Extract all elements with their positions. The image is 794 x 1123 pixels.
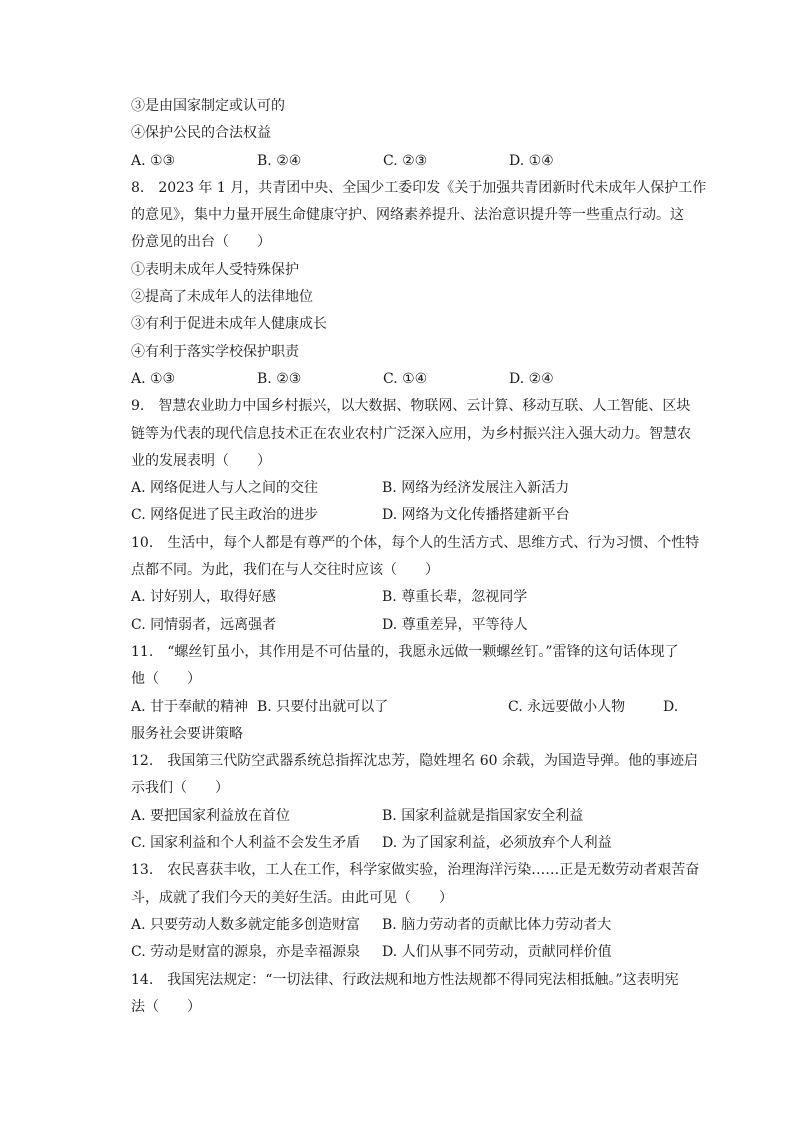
q7-option-d: D. ①④ xyxy=(509,152,554,169)
q11-option-a: A. 甘于奉献的精神 xyxy=(131,698,249,715)
q13-option-d: D. 人们从事不同劳动，贡献同样价值 xyxy=(382,944,612,961)
q8-stem-line-3: 份意见的出台（ ） xyxy=(131,234,271,251)
q8-option-b: B. ②③ xyxy=(257,370,302,387)
q12-option-b: B. 国家利益就是指国家安全利益 xyxy=(382,807,584,824)
q7-item-4: ④保护公民的合法权益 xyxy=(131,125,271,142)
q8-option-d: D. ②④ xyxy=(509,370,554,387)
q11-options xyxy=(131,694,691,721)
q9-options-row-1 xyxy=(131,475,691,502)
q10-option-a: A. 讨好别人，取得好感 xyxy=(131,589,277,606)
q11-option-b: B. 只要付出就可以了 xyxy=(257,698,389,715)
q11-option-d-text: 服务社会要讲策略 xyxy=(131,725,243,742)
q11-stem-line-2: 他（ ） xyxy=(131,671,201,688)
q14-stem-line-2: 法（ ） xyxy=(131,998,201,1015)
q12-option-a: A. 要把国家利益放在首位 xyxy=(131,807,291,824)
q8-option-a: A. ①③ xyxy=(131,370,176,387)
q11-option-c: C. 永远要做小人物 xyxy=(508,698,626,715)
q9-stem-line-3: 业的发展表明（ ） xyxy=(131,452,271,469)
q13-stem-line-1: 13. 农民喜获丰收，工人在工作，科学家做实验，治理海洋污染……正是无数劳动者艰苦奋 xyxy=(131,862,700,879)
q13-option-c: C. 劳动是财富的源泉，亦是幸福源泉 xyxy=(131,944,361,961)
q9-option-b: B. 网络为经济发展注入新活力 xyxy=(382,480,570,497)
q10-options-row-1 xyxy=(131,584,691,611)
q8-stem-line-1: 8. 2023 年 1 月，共青团中央、全国少工委印发《关于加强共青团新时代未成年人保护工作 xyxy=(131,179,707,196)
q13-option-b: B. 脑力劳动者的贡献比体力劳动者大 xyxy=(382,916,612,933)
page-content xyxy=(131,93,707,1021)
q8-item-1: ①表明未成年人受特殊保护 xyxy=(131,261,299,278)
q7-option-a: A. ①③ xyxy=(131,152,176,169)
q12-options-row-2 xyxy=(131,830,691,857)
q12-option-c: C. 国家利益和个人利益不会发生矛盾 xyxy=(131,835,361,852)
q14-stem-line-1: 14. 我国宪法规定：“一切法律、行政法规和地方性法规都不得同宪法相抵触。”这表明宪 xyxy=(131,971,679,988)
q11-option-d: D. xyxy=(663,698,679,715)
q8-item-3: ③有利于促进未成年人健康成长 xyxy=(131,316,327,333)
q7-item-3: ③是由国家制定或认可的 xyxy=(131,98,285,114)
q10-stem-line-1: 10. 生活中，每个人都是有尊严的个体，每个人的生活方式、思维方式、行为习惯、个性特 xyxy=(131,534,700,551)
q10-option-c: C. 同情弱者，远离强者 xyxy=(131,616,277,633)
q8-options xyxy=(131,366,691,393)
q9-option-a: A. 网络促进人与人之间的交往 xyxy=(131,480,319,497)
q10-option-d: D. 尊重差异，平等待人 xyxy=(382,616,528,633)
q10-stem-line-2: 点都不同。为此，我们在与人交往时应该（ ） xyxy=(131,562,439,579)
q8-stem-line-2: 的意见》，集中力量开展生命健康守护、网络素养提升、法治意识提升等一些重点行动。这 xyxy=(131,207,684,224)
q13-stem-line-2: 斗，成就了我们今天的美好生活。由此可见（ ） xyxy=(131,889,453,906)
q11-stem-line-1: 11. “螺丝钉虽小，其作用是不可估量的，我愿永远做一颗螺丝钉。”雷锋的这句话体现了 xyxy=(131,643,679,660)
q13-options-row-1 xyxy=(131,912,691,939)
q7-options xyxy=(131,148,691,175)
q9-option-c: C. 网络促进了民主政治的进步 xyxy=(131,507,319,524)
q8-option-c: C. ①④ xyxy=(383,370,428,387)
q8-item-4: ④有利于落实学校保护职责 xyxy=(131,343,299,360)
q9-options-row-2 xyxy=(131,502,691,529)
q10-option-b: B. 尊重长辈，忽视同学 xyxy=(382,589,528,606)
q12-options-row-1 xyxy=(131,803,691,830)
q9-stem-line-1: 9. 智慧农业助力中国乡村振兴，以大数据、物联网、云计算、移动互联、人工智能、区块 xyxy=(131,398,691,415)
q12-stem-line-2: 示我们（ ） xyxy=(131,780,229,797)
q7-option-b: B. ②④ xyxy=(257,152,302,169)
q10-options-row-2 xyxy=(131,612,691,639)
q12-stem-line-1: 12. 我国第三代防空武器系统总指挥沈忠芳，隐姓埋名 60 余载，为国造导弹。他的事迹启 xyxy=(131,753,698,770)
q9-stem-line-2: 链等为代表的现代信息技术正在农业农村广泛深入应用，为乡村振兴注入强大动力。智慧农 xyxy=(131,425,691,442)
q7-option-c: C. ②③ xyxy=(383,152,428,169)
q13-options-row-2 xyxy=(131,939,691,966)
q8-item-2: ②提高了未成年人的法律地位 xyxy=(131,289,313,306)
q9-option-d: D. 网络为文化传播搭建新平台 xyxy=(382,507,570,524)
q13-option-a: A. 只要劳动人数多就定能多创造财富 xyxy=(131,916,361,933)
q12-option-d: D. 为了国家利益，必须放弃个人利益 xyxy=(382,835,612,852)
